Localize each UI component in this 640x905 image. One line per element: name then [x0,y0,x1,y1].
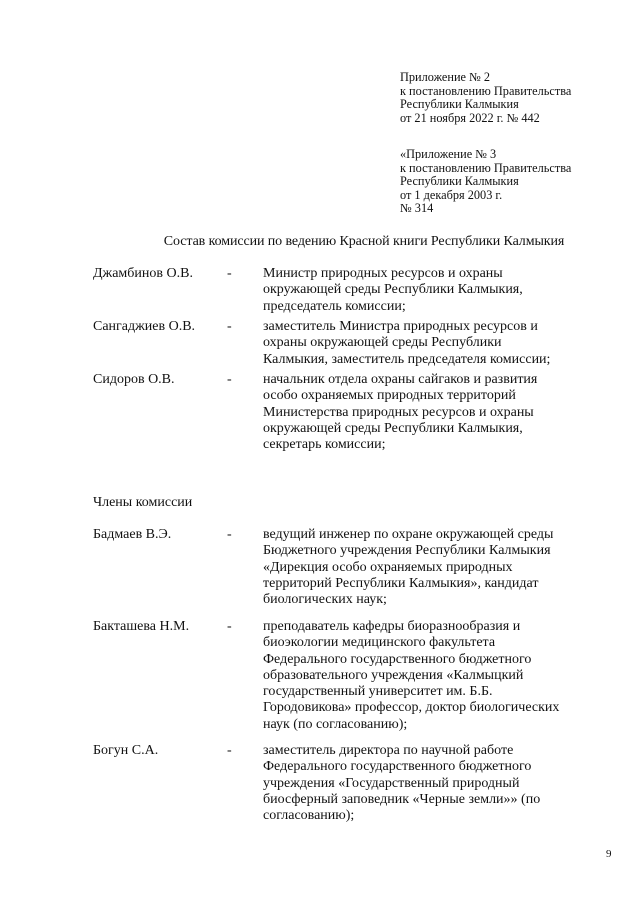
appendix-line: Приложение № 2 [400,70,491,84]
role-line: биологических наук; [263,592,387,608]
person-role [263,372,593,453]
person-name: Сангаджиев О.В. [93,319,196,334]
role-line: государственный университет им. Б.Б. [263,684,493,700]
role-line: Министр природных ресурсов и охраны [263,266,503,281]
appendix-current-header [400,71,571,125]
person-name: Сидоров О.В. [93,372,175,387]
dash-separator: - [227,372,232,387]
role-line: Бюджетного учреждения Республики Калмыкия [263,543,551,559]
person-role [263,266,593,315]
page-number: 9 [606,848,612,860]
person-name: Джамбинов О.В. [93,266,193,281]
role-line: председатель комиссии; [263,298,406,314]
role-line: биоэкологии медицинского факультета [263,635,496,651]
role-line: согласованию); [263,808,355,824]
role-line: ведущий инженер по охране окружающей среды [263,527,554,542]
role-line: «Дирекция особо охраняемых природных [263,559,513,575]
role-line: особо охраняемых природных территорий [263,388,516,404]
dash-separator: - [227,527,232,542]
appendix-line: к постановлению Правительства [400,83,572,98]
role-line: окружающей среды Республики Калмыкия, [263,420,523,436]
role-line: Калмыкия, заместитель председателя комиссии; [263,351,551,367]
document-title-wrap [0,234,640,250]
person-name: Бакташева Н.М. [93,619,190,634]
role-line: территорий Республики Калмыкия», кандидат [263,575,539,591]
role-line: заместитель Министра природных ресурсов и [263,319,538,334]
role-line: учреждения «Государственный природный [263,775,520,791]
appendix-line: Республики Калмыкия [400,97,519,112]
appendix-line: «Приложение № 3 [400,147,497,161]
dash-separator: - [227,619,232,634]
appendix-line: от 21 ноября 2022 г. № 442 [400,110,540,125]
person-role [263,319,593,368]
role-line: окружающей среды Республики Калмыкия, [263,282,523,298]
role-line: Министерства природных ресурсов и охраны [263,404,534,420]
dash-separator: - [227,266,232,281]
role-line: Федерального государственного бюджетного [263,651,532,667]
members-heading: Члены комиссии [93,495,193,510]
person-role [263,743,593,824]
role-line: преподаватель кафедры биоразнообразия и [263,619,521,634]
person-role [263,619,593,733]
role-line: биосферный заповедник «Черные земли»» (по [263,791,541,807]
appendix-line: от 1 декабря 2003 г. [400,187,503,202]
document-title: Состав комиссии по ведению Красной книги Республики Калмыкия [163,234,565,249]
role-line: секретарь комиссии; [263,437,386,453]
role-line: Городовикова» профессор, доктор биологических [263,700,560,716]
appendix-line: к постановлению Правительства [400,160,572,175]
role-line: начальник отдела охраны сайгаков и развития [263,372,538,387]
role-line: образовательного учреждения «Калмыцкий [263,667,524,683]
person-name: Богун С.А. [93,743,159,758]
dash-separator: - [227,319,232,334]
role-line: наук (по согласованию); [263,716,408,732]
person-name: Бадмаев В.Э. [93,527,172,542]
role-line: заместитель директора по научной работе [263,743,514,758]
dash-separator: - [227,743,232,758]
appendix-line: № 314 [400,201,434,216]
appendix-original-header [400,148,571,216]
appendix-line: Республики Калмыкия [400,174,519,189]
role-line: Федерального государственного бюджетного [263,759,532,775]
role-line: охраны окружающей среды Республики [263,335,502,351]
person-role [263,527,593,608]
